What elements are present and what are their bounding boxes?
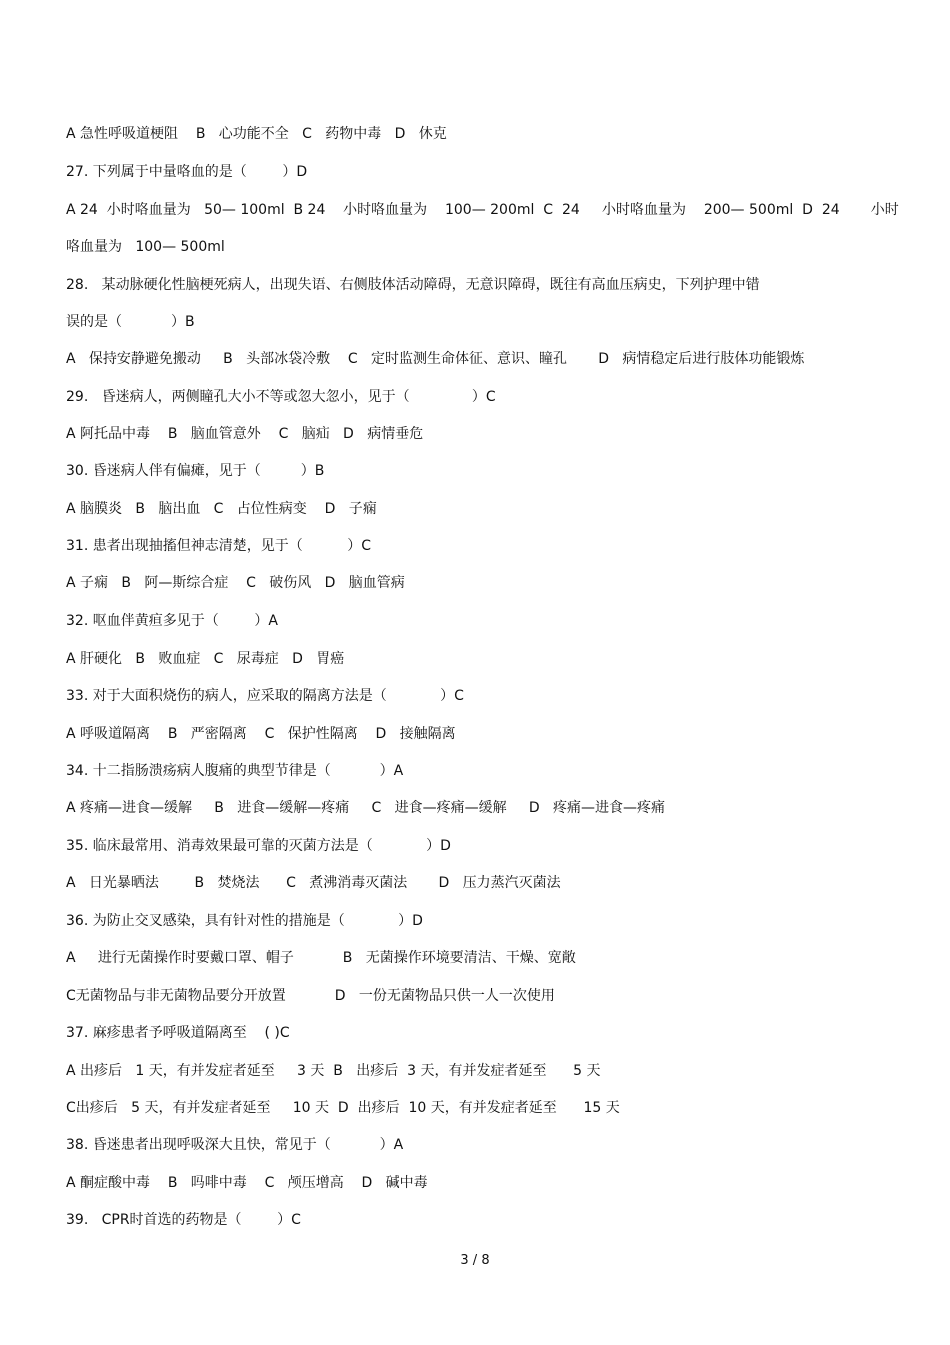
page-number: 3 / 8 — [460, 1253, 490, 1268]
text-line: A 24 小时咯血量为 50— 100ml B 24 小时咯血量为 100— 200ml C 24 小时咯血量为 200— 500ml D 24 小时 — [66, 202, 899, 218]
text-line: C出疹后 5 天，有并发症者延至 10 天 D 出疹后 10 天，有并发症者延至 15 天 — [66, 1100, 620, 1116]
text-line: A 保持安静避免搬动 B 头部冰袋冷敷 C 定时监测生命体征、意识、瞳孔 D 病情稳定后进行肢体功能锻炼 — [66, 351, 805, 367]
question-line: 39. CPR时首选的药物是（ ）C — [66, 1212, 301, 1228]
text-line: 误的是（ ）B — [66, 314, 195, 330]
text-line: A 脑膜炎 B 脑出血 C 占位性病变 D 子痫 — [66, 501, 377, 517]
question-line: 38. 昏迷患者出现呼吸深大且快，常见于（ ）A — [66, 1137, 404, 1153]
text-line: A 日光暴晒法 B 焚烧法 C 煮沸消毒灭菌法 D 压力蒸汽灭菌法 — [66, 875, 561, 891]
text-line: C无菌物品与非无菌物品要分开放置 D 一份无菌物品只供一人一次使用 — [66, 988, 555, 1004]
text-line: A 阿托品中毒 B 脑血管意外 C 脑疝 D 病情垂危 — [66, 426, 424, 442]
question-line: 34. 十二指肠溃疡病人腹痛的典型节律是（ ）A — [66, 763, 404, 779]
question-line: 27. 下列属于中量咯血的是（ ）D — [66, 164, 308, 180]
question-line: 33. 对于大面积烧伤的病人，应采取的隔离方法是（ ）C — [66, 688, 464, 704]
question-line: 30. 昏迷病人伴有偏瘫，见于（ ）B — [66, 463, 325, 479]
question-line: 32. 呕血伴黄疸多见于（ ）A — [66, 613, 278, 629]
question-line: 36. 为防止交叉感染，具有针对性的措施是（ ）D — [66, 913, 423, 929]
question-line: 29. 昏迷病人，两侧瞳孔大小不等或忽大忽小，见于（ ）C — [66, 389, 496, 405]
question-line: 28. 某动脉硬化性脑梗死病人，出现失语、右侧肢体活动障碍，无意识障碍，既往有高血压病史，下列护理中错 — [66, 277, 760, 293]
text-line: 咯血量为 100— 500ml — [66, 239, 225, 255]
question-line: 37. 麻疹患者予呼吸道隔离至 ( )C — [66, 1025, 290, 1041]
question-line: 31. 患者出现抽搐但神志清楚，见于（ ）C — [66, 538, 371, 554]
text-line: A 出疹后 1 天，有并发症者延至 3 天 B 出疹后 3 天，有并发症者延至 5 天 — [66, 1063, 601, 1079]
text-line: A 疼痛—进食—缓解 B 进食—缓解—疼痛 C 进食—疼痛—缓解 D 疼痛—进食—疼痛 — [66, 800, 665, 816]
text-line: A 呼吸道隔离 B 严密隔离 C 保护性隔离 D 接触隔离 — [66, 726, 456, 742]
text-line: A 肝硬化 B 败血症 C 尿毒症 D 胃癌 — [66, 651, 345, 667]
text-line: A 酮症酸中毒 B 吗啡中毒 C 颅压增高 D 碱中毒 — [66, 1175, 428, 1191]
text-line: A 进行无菌操作时要戴口罩、帽子 B 无菌操作环境要清洁、干燥、宽敞 — [66, 950, 576, 966]
question-line: 35. 临床最常用、消毒效果最可靠的灭菌方法是（ ）D — [66, 838, 451, 854]
text-line: A 急性呼吸道梗阻 B 心功能不全 C 药物中毒 D 休克 — [66, 126, 447, 142]
text-line: A 子痫 B 阿—斯综合症 C 破伤风 D 脑血管病 — [66, 575, 405, 591]
